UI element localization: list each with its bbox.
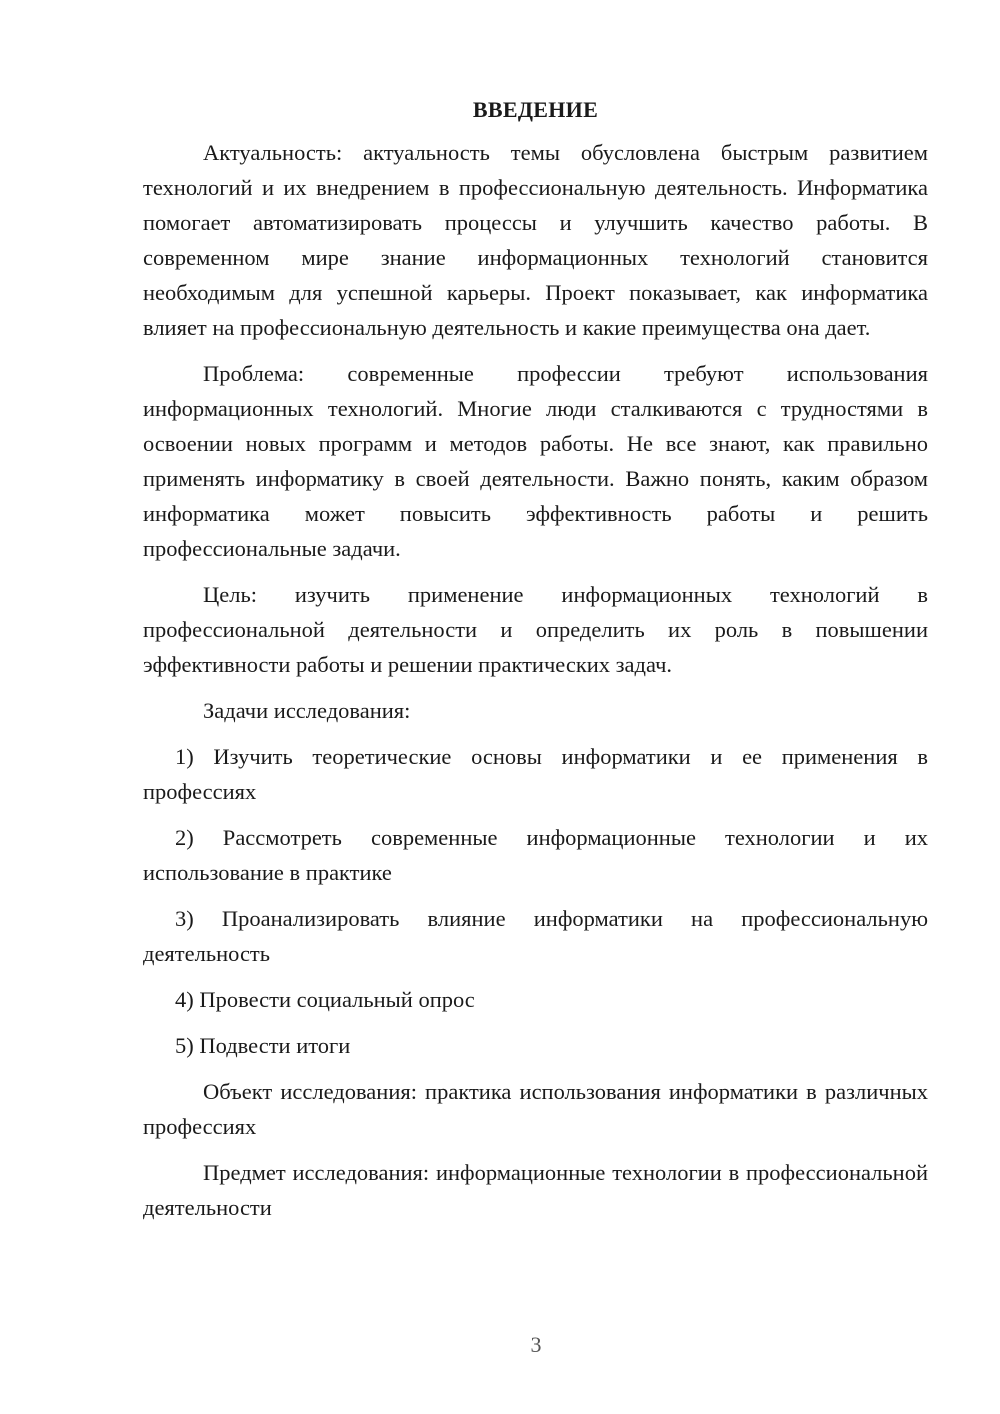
relevance-paragraph: Актуальность: актуальность темы обусловлена быстрым развитием технологий и их внедрением в профессиональную деятельность. Информатика помогает автоматизировать процессы и улучшить качество работы. В современном мире знание информационных технологий становится необходимым для успешной карьеры. Проект показывает, как информатика влияет на профессиональную деятельность и какие преимущества она дает. [143,140,928,340]
task-item: 3) Проанализировать влияние информатики на профессиональную деятельность [143,906,928,966]
section-title: ВВЕДЕНИЕ [472,97,599,122]
page-content [143,95,928,1236]
task-item: 5) Подвести итоги [175,1033,351,1058]
task-item: 1) Изучить теоретические основы информатики и ее применения в профессиях [143,744,928,804]
page-footer [0,1332,1000,1358]
problem-paragraph: Проблема: современные профессии требуют использования информационных технологий. Многие люди сталкиваются с трудностями в освоении новых программ и методов работы. Не все знают, как правильно применять информатику в своей деятельности. Важно понять, каким образом информатика может повысить эффективность работы и решить профессиональные задачи. [143,361,928,561]
task-item: 4) Провести социальный опрос [175,987,475,1012]
page-number: 3 [530,1332,542,1357]
goal-paragraph: Цель: изучить применение информационных технологий в профессиональной деятельности и определить их роль в повышении эффективности работы и решении практических задач. [143,582,928,677]
subject-paragraph: Предмет исследования: информационные технологии в профессиональной деятельности [143,1160,928,1220]
object-paragraph: Объект исследования: практика использования информатики в различных профессиях [143,1079,928,1139]
task-item: 2) Рассмотреть современные информационные технологии и их использование в практике [143,825,928,885]
tasks-heading: Задачи исследования: [203,698,411,723]
